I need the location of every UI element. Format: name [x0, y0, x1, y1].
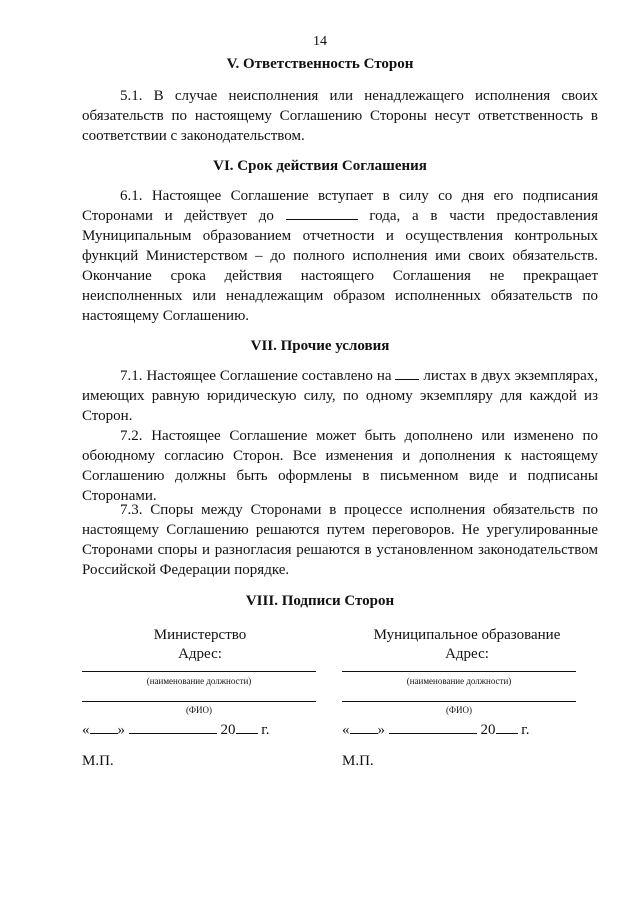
left-year-prefix: 20 [220, 722, 236, 738]
sheets-blank [395, 379, 419, 380]
left-fio-line [82, 701, 316, 702]
right-party-block [350, 626, 584, 664]
left-fio-caption: (ФИО) [185, 705, 213, 715]
clause-6-1-start: 6.1. Настоящее Соглашение вступает в силу со дня его подписания Сторонами и действует до [82, 188, 598, 224]
left-quote-close: » [117, 722, 125, 738]
section-8-title: VIII. Подписи Сторон [245, 593, 395, 609]
right-quote-close: » [377, 722, 385, 738]
clause-6-1-end: года, а в части предоставления Муниципальным образованием отчетности и осуществления контрольных функций Министерством – до полного исполнения ими своих обязательств. Окончание срока действия настоящего Соглашения не прекращает неисполненных или ненадлежащим образом исполненных обязательств по настоящему Соглашению. [82, 208, 598, 324]
right-year-suffix: г. [521, 722, 530, 738]
clause-6-1 [82, 186, 598, 326]
right-position-line [342, 671, 576, 672]
left-stamp-place: М.П. [82, 753, 114, 769]
right-party-name: Муниципальное образование [373, 627, 561, 643]
clause-7-1-end: листах в двух экземплярах, имеющих равную юридическую силу, по одному экземпляру для каждой из Сторон. [82, 368, 598, 424]
left-date [82, 719, 269, 739]
clause-7-1 [82, 366, 598, 426]
right-year-prefix: 20 [480, 722, 496, 738]
right-quote-open: « [342, 722, 350, 738]
date-blank [286, 219, 358, 220]
clause-7-1-start: 7.1. Настоящее Соглашение составлено на [120, 368, 392, 384]
clause-5-1: 5.1. В случае неисполнения или ненадлежащего исполнения своих обязательств по настоящему Соглашению Стороны несут ответственность в соответствии с законодательством. [82, 88, 598, 144]
clause-7-3: 7.3. Споры между Сторонами в процессе исполнения обязательств по настоящему Соглашению решаются путем переговоров. Не урегулированные Сторонами споры и разногласия решаются в установленном законодательством Российской Федерации порядке. [82, 502, 598, 578]
right-fio-caption: (ФИО) [445, 705, 473, 715]
right-party-address: Адрес: [445, 646, 489, 662]
clause-7-2: 7.2. Настоящее Соглашение может быть дополнено или изменено по обоюдному согласию Сторон. Все изменения и дополнения к настоящему Соглашению должны быть оформлены в письменном виде и подписаны Сторонами. [82, 428, 598, 504]
left-quote-open: « [82, 722, 90, 738]
left-party-address: Адрес: [178, 646, 222, 662]
left-year-suffix: г. [261, 722, 270, 738]
right-year-blank [496, 719, 518, 734]
left-month-blank [129, 719, 217, 734]
right-stamp-place: М.П. [342, 753, 374, 769]
left-year-blank [236, 719, 258, 734]
left-day-blank [90, 719, 118, 734]
section-5-title: V. Ответственность Сторон [226, 56, 414, 72]
section-7-title: VII. Прочие условия [250, 338, 390, 354]
left-position-line [82, 671, 316, 672]
section-6-title: VI. Срок действия Соглашения [213, 158, 427, 174]
page-number: 14 [313, 34, 327, 49]
right-month-blank [389, 719, 477, 734]
left-party-name: Министерство [153, 627, 247, 643]
right-date [342, 719, 529, 739]
left-party-block [100, 626, 300, 664]
right-position-caption: (наименование должности) [406, 676, 512, 686]
left-position-caption: (наименование должности) [146, 676, 252, 686]
right-day-blank [350, 719, 378, 734]
right-fio-line [342, 701, 576, 702]
